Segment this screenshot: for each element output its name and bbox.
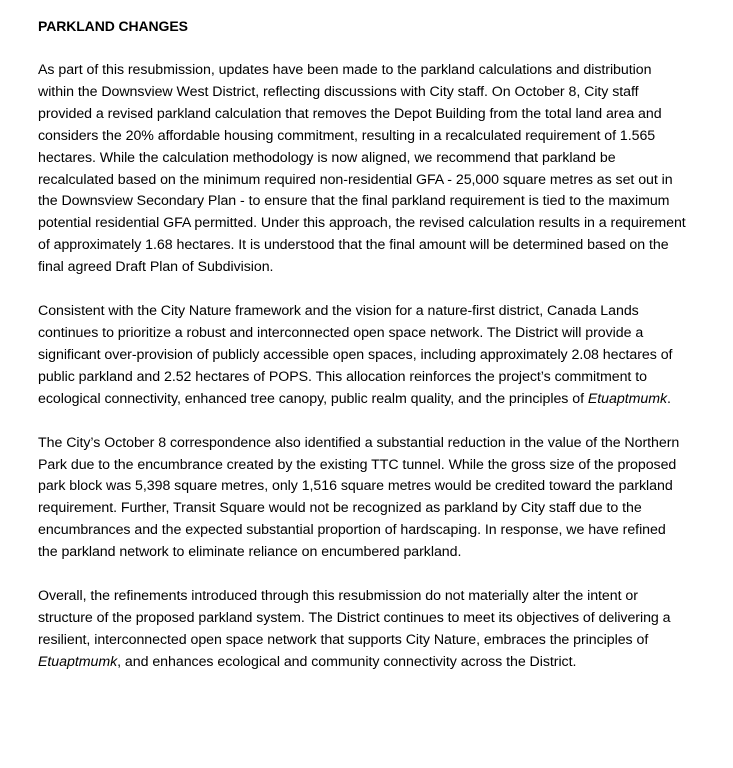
paragraph-parkland-calculation: As part of this resubmission, updates have been made to the parkland calculations and distribution within the Downsview West District, reflecting discussions with City staff. On October 8, City staff provided a revised parkland calculation that removes the Depot Building from the total land area and considers the 20% affordable housing commitment, resulting in a recalculated requirement of 1.565 hectares. While the calculation methodology is now aligned, we recommend that parkland be recalculated based on the minimum required non-residential GFA - 25,000 square metres as set out in the Downsview Secondary Plan - to ensure that the final parkland requirement is tied to the maximum potential residential GFA permitted. Under this approach, the revised calculation results in a requirement of approximately 1.68 hectares. It is understood that the final amount will be determined based on the final agreed Draft Plan of Subdivision. (38, 62, 686, 276)
paragraph-text: Consistent with the City Nature framework and the vision for a nature-first district, Canada Lands continues to prioritize a robust and interconnected open space network. The District will provide a significant over-provision of publicly accessible open spaces, including approximately 2.08 hectares of public parkland and 2.52 hectares of POPS. This allocation reinforces the project’s commitment to ecological connectivity, enhanced tree canopy, public realm quality, and the principles of (38, 303, 673, 407)
paragraph-overall-refinements (38, 586, 688, 674)
emphasis-term: Etuaptmumk (587, 390, 668, 407)
paragraph-text: , and enhances ecological and community connectivity across the District. (117, 653, 577, 670)
section-heading: PARKLAND CHANGES (38, 18, 188, 34)
paragraph-open-space-network (38, 301, 688, 411)
document-page (38, 16, 688, 696)
paragraph-text: Overall, the refinements introduced through this resubmission do not materially alter the intent or structure of the proposed parkland system. The District continues to meet its objectives of delivering a resilient, interconnected open space network that supports City Nature, embraces the principles of (38, 588, 671, 648)
paragraph-northern-park: The City’s October 8 correspondence also identified a substantial reduction in the value of the Northern Park due to the encumbrance created by the existing TTC tunnel. While the gross size of the proposed park block was 5,398 square metres, only 1,516 square metres would be credited toward the parkland requirement. Further, Transit Square would not be recognized as parkland by City staff due to the encumbrances and the expected substantial proportion of hardscaping. In response, we have refined the parkland network to eliminate reliance on encumbered parkland. (38, 434, 680, 561)
emphasis-term: Etuaptmumk (38, 653, 118, 670)
paragraph-text: . (667, 390, 671, 407)
